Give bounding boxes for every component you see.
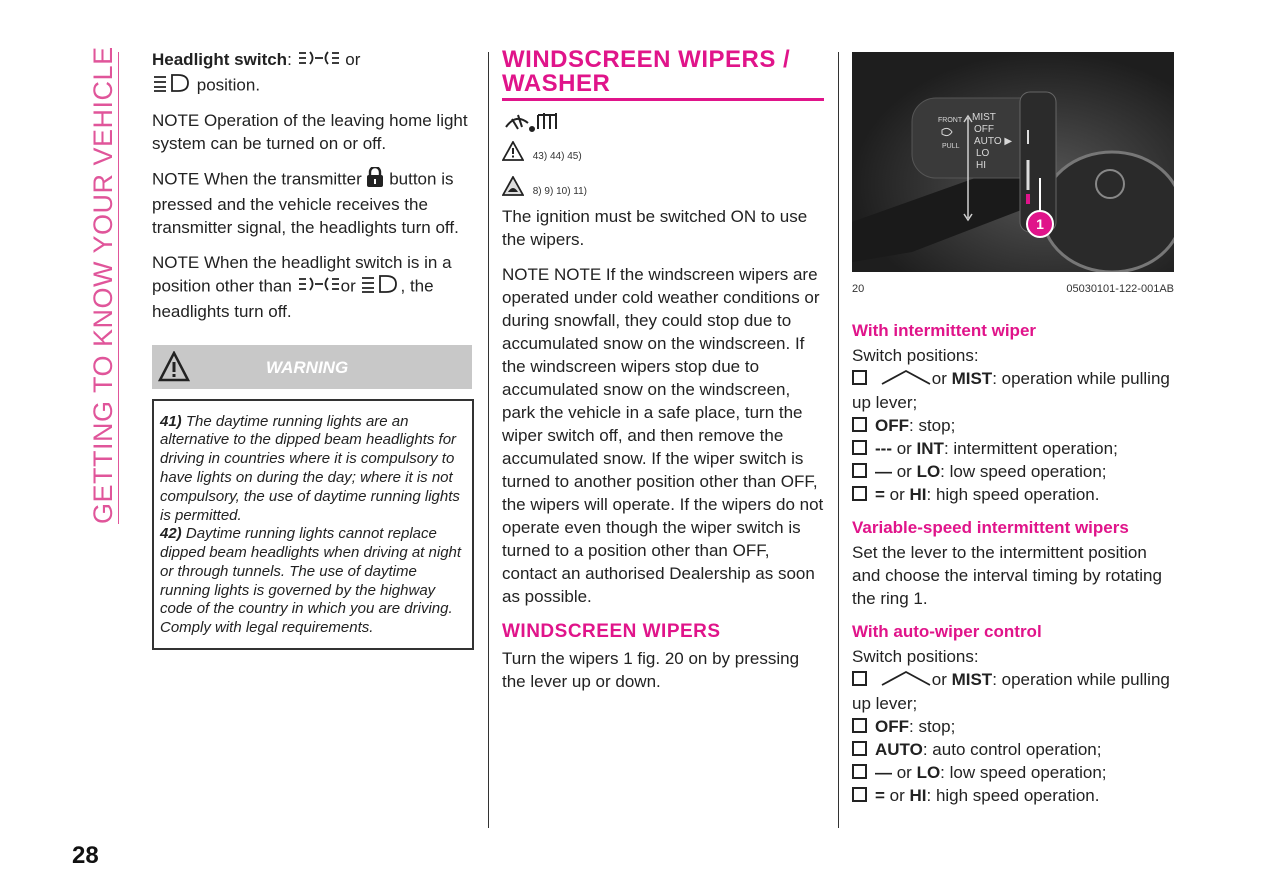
lever-label-auto: AUTO ▶ bbox=[974, 136, 1013, 147]
heading-intermittent: With intermittent wiper bbox=[852, 321, 1037, 340]
lever-label-off: OFF bbox=[974, 124, 994, 135]
heading-rule bbox=[502, 98, 824, 101]
list-item-lo: — or LO: low speed operation; bbox=[852, 761, 1174, 784]
note-headlight-switch: NOTE When the headlight switch is in a position other than or , the headlights turn off. bbox=[152, 252, 452, 321]
caution-refs: 8) 9) 10) 11) bbox=[502, 176, 824, 203]
list-item-off: OFF: stop; bbox=[852, 715, 1174, 738]
warning-refs: 43) 44) 45) bbox=[502, 141, 824, 168]
page-number: 28 bbox=[72, 842, 99, 869]
headlight-switch-label: Headlight switch bbox=[152, 50, 288, 69]
chapter-rule bbox=[118, 52, 119, 524]
list-item-hi: = or HI: high speed operation. bbox=[852, 784, 1174, 807]
lever-label-hi: HI bbox=[976, 160, 986, 171]
mist-chevron-icon bbox=[880, 368, 932, 391]
variable-speed-text: Set the lever to the intermittent position and choose the interval timing by rotating the ring 1. bbox=[852, 543, 1162, 609]
heading-variable-speed: Variable-speed intermittent wipers bbox=[852, 518, 1129, 538]
figure-number: 20 bbox=[852, 283, 865, 295]
warning-header bbox=[152, 345, 472, 389]
cold-weather-note: NOTE NOTE If the windscreen wipers are operated under cold weather conditions or during snowfall, they could stop due to accumulated snow on the windscreen. If the windscreen wipers stop due to accumulated snow on the windscreen, park the vehicle in a safe place, turn the wiper switch off, and then remove the accumulated snow. If the wiper switch is turned to another position other than OFF, the wipers will operate. If the wipers do not operate even though the wiper switch is turned to a position other than OFF, contact an authorised Dealership as soon as possible. bbox=[502, 265, 824, 607]
ignition-note: The ignition must be switched ON to use the wipers. bbox=[502, 207, 808, 250]
parking-lights-icon bbox=[297, 275, 341, 299]
section-heading: WINDSCREEN WIPERS / WASHER bbox=[502, 46, 791, 97]
wipers-operation-text: Turn the wipers 1 fig. 20 on by pressing the lever up or down. bbox=[502, 649, 800, 692]
headlight-icon bbox=[152, 73, 192, 99]
note-transmitter: NOTE When the transmitter button is pressed and the vehicle receives the transmitter signal, the headlights turn off. bbox=[152, 167, 472, 239]
list-item-int: --- or INT: intermittent operation; bbox=[852, 437, 1174, 460]
lever-label-lo: LO bbox=[976, 148, 990, 159]
heading-auto-wiper: With auto-wiper control bbox=[852, 622, 1042, 642]
column-divider bbox=[488, 52, 489, 828]
switch-positions-label: Switch positions: bbox=[852, 647, 979, 667]
list-item-hi: = or HI: high speed operation. bbox=[852, 483, 1174, 506]
warning-triangle-icon bbox=[158, 351, 190, 389]
lever-label-front: FRONT bbox=[938, 117, 963, 124]
warning-triangle-icon bbox=[502, 141, 524, 161]
headlight-icon bbox=[360, 274, 400, 300]
subheading-windscreen-wipers: WINDSCREEN WIPERS bbox=[502, 621, 721, 643]
lever-label-mist: MIST bbox=[972, 112, 996, 123]
column-left: Headlight switch: or position. NOTE Operation of the leaving home light system can be turned on or off. NOTE When the transmitter button is pressed and the vehicle receives the transmitter signal, the headlights turn off. NOTE When the headlight switch is in a position other than or , the headlights turn off. WARNING 41) The daytime running lights are an alternative to the dipped beam headlights for driving in countries where it is compulsory to have lights on during the day; where it is not compulsory, the use of daytime running lights is permitted. 42) Daytime running lights cannot replace dipped beam headlights when driving at night or through tunnels. The use of daytime running lights is governed by the highway code of the country in which you are driving. Comply with legal requirements. bbox=[152, 48, 472, 650]
list-item-mist: or MIST: operation while pulling up lever; bbox=[852, 369, 1170, 413]
figure-code: 05030101-122-001AB bbox=[1066, 283, 1174, 295]
wiper-lever-photo bbox=[852, 52, 1174, 272]
parking-lights-icon bbox=[297, 49, 341, 73]
callout-1: 1 bbox=[1036, 216, 1044, 232]
warning-41: 41) The daytime running lights are an alternative to the dipped beam headlights for driving in countries where it is compulsory to have lights on during the day; where it is not compulsory, the use of daytime running lights is permitted. bbox=[160, 412, 460, 524]
warning-box bbox=[152, 399, 474, 651]
column-divider bbox=[838, 52, 839, 828]
lock-icon bbox=[366, 167, 384, 193]
list-item-auto: AUTO: auto control operation; bbox=[852, 738, 1174, 761]
switch-positions-label: Switch positions: bbox=[852, 346, 979, 365]
caution-icon bbox=[502, 176, 524, 196]
note-leaving-home: NOTE Operation of the leaving home light system can be turned on or off. bbox=[152, 110, 468, 153]
lever-label-pull: PULL bbox=[942, 143, 960, 150]
mist-chevron-icon bbox=[880, 669, 932, 692]
figure-caption bbox=[852, 278, 1174, 301]
wiper-washer-icon bbox=[502, 109, 824, 135]
list-item-mist: or MIST: operation while pulling up lever; bbox=[852, 670, 1170, 714]
chapter-title-vertical: GETTING TO KNOW YOUR VEHICLE bbox=[88, 46, 118, 524]
bullet-box bbox=[852, 370, 867, 385]
column-middle bbox=[502, 48, 824, 705]
column-right bbox=[852, 48, 1174, 807]
list-item-lo: — or LO: low speed operation; bbox=[852, 460, 1174, 483]
warning-label: WARNING bbox=[266, 357, 349, 377]
list-item-off: OFF: stop; bbox=[852, 414, 1174, 437]
warning-42: 42) Daytime running lights cannot replace dipped beam headlights when driving at night or through tunnels. The use of daytime running lights is governed by the highway code of the country in which you are driving. Comply with legal requirements. bbox=[160, 525, 462, 637]
